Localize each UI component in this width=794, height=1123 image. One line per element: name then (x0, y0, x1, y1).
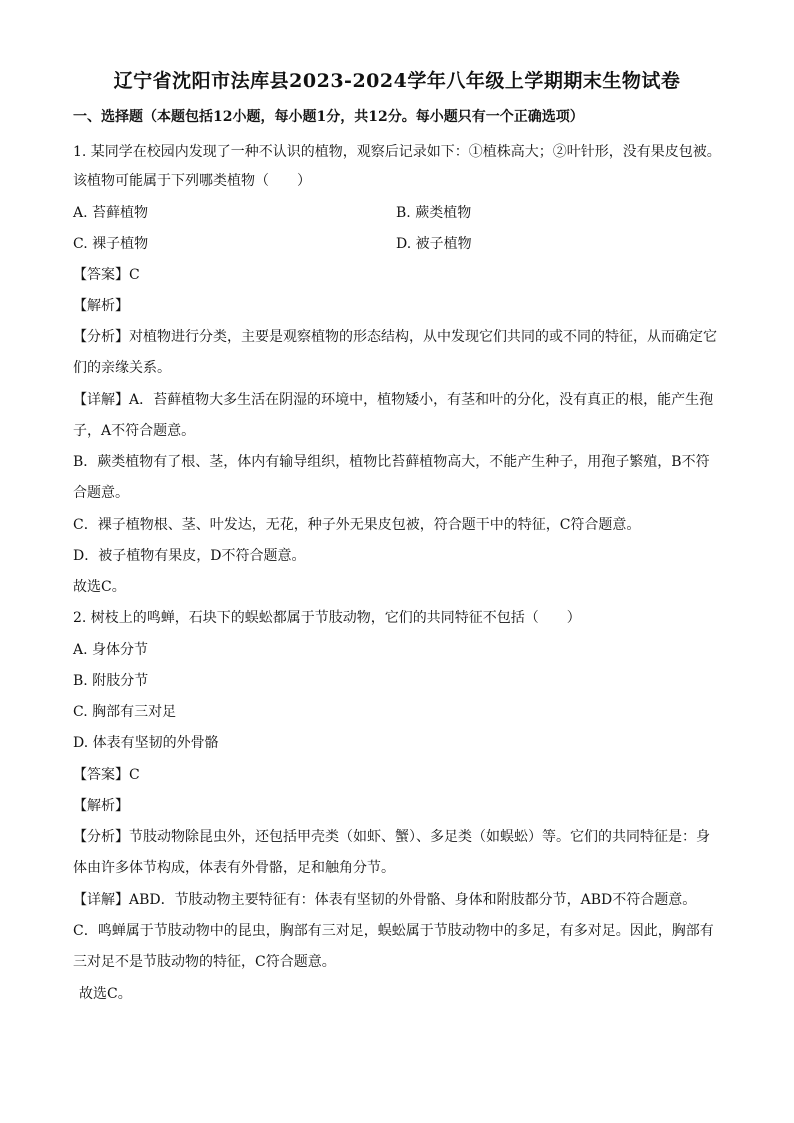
q2-analysis-label: 【解析】 (73, 798, 129, 814)
q2-xiangjie-line1: 【详解】ABD．节肢动物主要特征有：体表有坚韧的外骨骼、身体和附肢都分节，ABD不符合题意。 (73, 892, 697, 908)
q1-option-d: D. 被子植物 (396, 236, 472, 252)
page-title: 辽宁省沈阳市法库县2023-2024学年八年级上学期期末生物试卷 (113, 70, 681, 92)
q1-d-explanation: D．被子植物有果皮，D不符合题意。 (73, 548, 306, 564)
q1-analysis-label: 【解析】 (73, 298, 129, 314)
q2-c-explanation-line1: C．鸣蝉属于节肢动物中的昆虫，胸部有三对足，蜈蚣属于节肢动物中的多足，有多对足。因此，胸部有 (73, 923, 714, 939)
q1-answer: 【答案】C (73, 267, 140, 283)
q2-answer: 【答案】C (73, 767, 140, 783)
q2-conclusion: 故选C。 (79, 986, 132, 1002)
q1-option-c: C. 裸子植物 (73, 236, 149, 252)
q2-stem: 2. 树枝上的鸣蝉，石块下的蜈蚣都属于节肢动物，它们的共同特征不包括（ ） (73, 610, 581, 626)
q1-b-explanation-line1: B．蕨类植物有了根、茎，体内有输导组织，植物比苔藓植物高大，不能产生种子，用孢子繁殖，B不符 (73, 454, 710, 470)
q1-conclusion: 故选C。 (73, 579, 126, 595)
q2-option-d: D. 体表有坚韧的外骨骼 (73, 735, 219, 751)
q1-c-explanation: C．裸子植物根、茎、叶发达，无花，种子外无果皮包被，符合题干中的特征，C符合题意。 (73, 517, 641, 533)
q2-fenxi-line1: 【分析】节肢动物除昆虫外，还包括甲壳类（如虾、蟹）、多足类（如蜈蚣）等。它们的共同特征是：身 (73, 829, 710, 845)
q1-fenxi-line2: 们的亲缘关系。 (73, 360, 171, 376)
q2-c-explanation-line2: 三对足不是节肢动物的特征，C符合题意。 (73, 954, 336, 970)
q1-stem-line1: 1. 某同学在校园内发现了一种不认识的植物，观察后记录如下：①植株高大；②叶针形，没有果皮包被。 (73, 144, 721, 160)
q2-option-b: B. 附肢分节 (73, 673, 149, 689)
q2-fenxi-line2: 体由许多体节构成，体表有外骨骼，足和触角分节。 (73, 860, 395, 876)
q1-option-b: B. 蕨类植物 (396, 205, 472, 221)
section-heading: 一、选择题（本题包括12小题，每小题1分，共12分。每小题只有一个正确选项） (73, 109, 584, 125)
q1-xiangjie-line1: 【详解】A．苔藓植物大多生活在阴湿的环境中，植物矮小，有茎和叶的分化，没有真正的根，能产生孢 (73, 392, 714, 408)
q2-option-a: A. 身体分节 (73, 642, 149, 658)
q1-fenxi-line1: 【分析】对植物进行分类，主要是观察植物的形态结构，从中发现它们共同的或不同的特征，从而确定它 (73, 329, 717, 345)
q2-option-c: C. 胸部有三对足 (73, 704, 177, 720)
q1-b-explanation-line2: 合题意。 (73, 485, 129, 501)
q1-option-a: A. 苔藓植物 (73, 205, 149, 221)
q1-xiangjie-line2: 子，A不符合题意。 (73, 423, 196, 439)
q1-stem-line2: 该植物可能属于下列哪类植物（ ） (73, 173, 311, 189)
